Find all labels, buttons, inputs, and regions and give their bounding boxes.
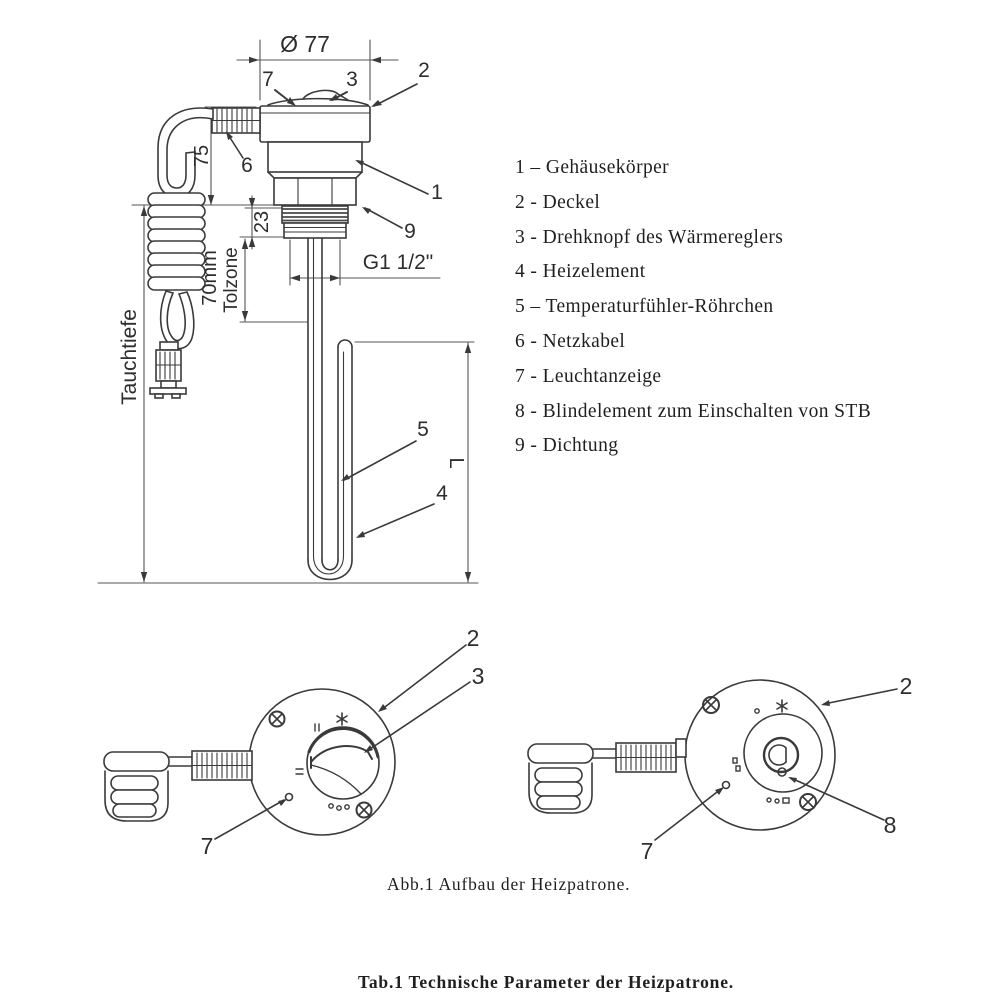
cover-face — [249, 689, 395, 835]
dim-immersion-depth-label: Tauchtiefe — [118, 309, 141, 405]
strain-relief — [616, 739, 686, 772]
legend-item-6: 6 - Netzkabel — [515, 330, 626, 352]
thread-collar — [284, 223, 346, 238]
dim-tolerance-word-label: Tolzone — [221, 247, 242, 313]
front-view-blind — [528, 673, 912, 864]
power-plug-front — [528, 739, 686, 813]
cord — [593, 749, 616, 758]
legend-item-9: 9 - Dichtung — [515, 435, 619, 457]
callout-knob: 3 — [471, 663, 485, 689]
table-caption: Tab.1 Technische Parameter der Heizpatrone. — [358, 972, 734, 992]
callout-knob: 3 — [346, 68, 358, 91]
sensor-tube-cap — [338, 340, 352, 347]
callout-sensor-tube: 5 — [417, 418, 429, 441]
callout-lamp: 7 — [640, 838, 654, 864]
knob-profile-outline — [268, 99, 368, 105]
legend-item-4: 4 - Heizelement — [515, 261, 646, 283]
cable-gland — [212, 108, 260, 133]
callout-lamp: 7 — [262, 68, 274, 91]
callout-cover: 2 — [899, 673, 913, 699]
dim-thread-height-label: 23 — [251, 210, 273, 234]
figure-caption: Abb.1 Aufbau der Heizpatrone. — [387, 874, 631, 894]
legend-item-3: 3 - Drehknopf des Wärmereglers — [515, 226, 784, 248]
dim-thread-size-label: G1 1/2" — [362, 251, 434, 274]
callout-lamp: 7 — [200, 833, 214, 859]
dim-tolerance-value-label: 70mm — [199, 250, 221, 306]
legend-item-7: 7 - Leuchtanzeige — [515, 365, 662, 387]
d-shaft-hole — [769, 745, 786, 765]
heating-element-tube — [308, 238, 352, 580]
legend-item-1: 1 – Gehäusekörper — [515, 157, 670, 178]
callout-seal: 9 — [404, 220, 416, 243]
cable-lower-loop — [161, 291, 194, 349]
callout-cable: 6 — [241, 154, 253, 177]
cover-side — [260, 106, 370, 142]
u-bend-inner — [322, 560, 338, 570]
seal-band — [282, 206, 348, 223]
dim-element-length-label: L — [445, 457, 467, 469]
legend-item-5: 5 – Temperaturfühler-Röhrchen — [515, 296, 774, 318]
legend-item-2: 2 - Deckel — [515, 191, 601, 213]
housing-body — [268, 142, 362, 172]
strain-relief — [192, 751, 252, 780]
cord — [169, 757, 192, 766]
main-side-view — [98, 31, 478, 583]
housing-head — [260, 90, 370, 238]
callout-heater: 4 — [436, 482, 448, 505]
power-plug-front — [104, 751, 252, 821]
cable-coil — [148, 193, 205, 290]
dim-diameter-label: Ø 77 — [280, 31, 330, 57]
callout-blind: 8 — [883, 812, 897, 838]
parts-legend — [515, 151, 935, 464]
legend-item-8: 8 - Blindelement zum Einschalten von STB — [515, 400, 872, 422]
power-plug-side — [150, 342, 186, 398]
callout-cover: 2 — [466, 625, 480, 651]
callout-housing: 1 — [431, 181, 443, 204]
callout-cover: 2 — [418, 59, 430, 82]
hex-nut — [274, 178, 356, 205]
front-view-knob — [104, 625, 484, 859]
dim-flange-height-label: 75 — [191, 144, 213, 168]
